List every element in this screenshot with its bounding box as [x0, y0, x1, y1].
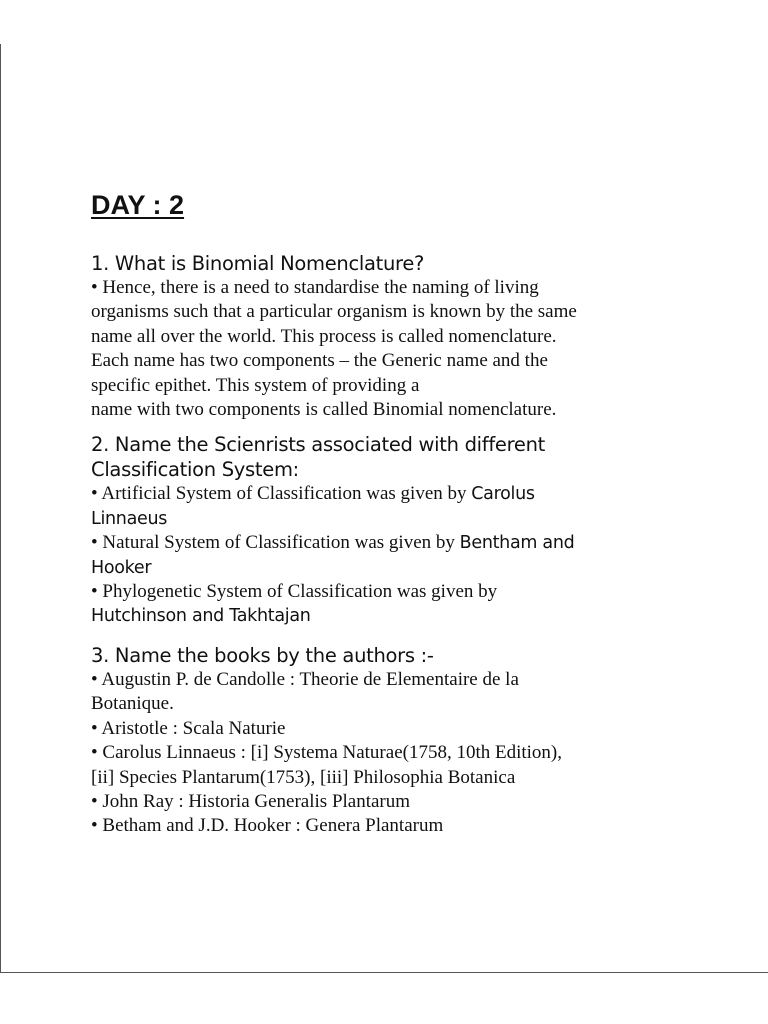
scientist-name-continued: Hutchinson and Takhtajan	[91, 606, 311, 627]
question-heading-1: 1. What is Binomial Nomenclature?	[91, 252, 425, 275]
list-item: Botanique.	[91, 693, 174, 715]
scientist-name-continued: Linnaeus	[91, 508, 168, 529]
paragraph-line: organisms such that a particular organism is known by the same	[91, 301, 577, 323]
list-item: • Betham and J.D. Hooker : Genera Plantarum	[91, 815, 444, 837]
paragraph-line: • Hence, there is a need to standardise the naming of living	[91, 277, 539, 298]
book-list	[91, 668, 711, 839]
document-content	[91, 188, 711, 848]
question-heading-3: 3. Name the books by the authors :-	[91, 643, 434, 667]
section-classification-scientists	[91, 432, 711, 628]
paragraph-line: name with two components is called Binomial nomenclature.	[91, 399, 557, 421]
scientist-name-continued: Hooker	[91, 557, 152, 578]
list-item: • Augustin P. de Candolle : Theorie de Elementaire de la	[91, 668, 519, 690]
list-item: • John Ray : Historia Generalis Plantarum	[91, 790, 411, 812]
question-heading-2	[91, 432, 711, 482]
list-item: [ii] Species Plantarum(1753), [iii] Philosophia Botanica	[91, 766, 516, 788]
answer-paragraph-1	[91, 276, 711, 422]
scientist-name: Bentham and	[459, 533, 575, 554]
list-item: • Aristotle : Scala Naturie	[91, 717, 286, 739]
scientist-name: Carolus	[471, 484, 535, 505]
list-item: • Carolus Linnaeus : [i] Systema Naturae(1758, 10th Edition),	[91, 742, 563, 764]
heading-line: Classification System:	[91, 458, 299, 482]
item-text: • Natural System of Classification was given by	[91, 532, 460, 554]
list-item	[91, 482, 711, 531]
section-books-by-authors	[91, 643, 711, 839]
paragraph-line: specific epithet. This system of providing a	[91, 374, 420, 396]
paragraph-line: name all over the world. This process is called nomenclature.	[91, 325, 557, 347]
list-item	[91, 580, 711, 629]
section-binomial-nomenclature	[91, 251, 711, 422]
heading-line: 2. Name the Scienrists associated with different	[91, 433, 545, 457]
item-text: • Phylogenetic System of Classification was given by	[91, 581, 498, 603]
item-text: • Artificial System of Classification was given by	[91, 483, 472, 505]
list-item	[91, 531, 711, 580]
page-title: DAY : 2	[91, 190, 185, 220]
paragraph-line: Each name has two components – the Generic name and the	[91, 350, 548, 372]
